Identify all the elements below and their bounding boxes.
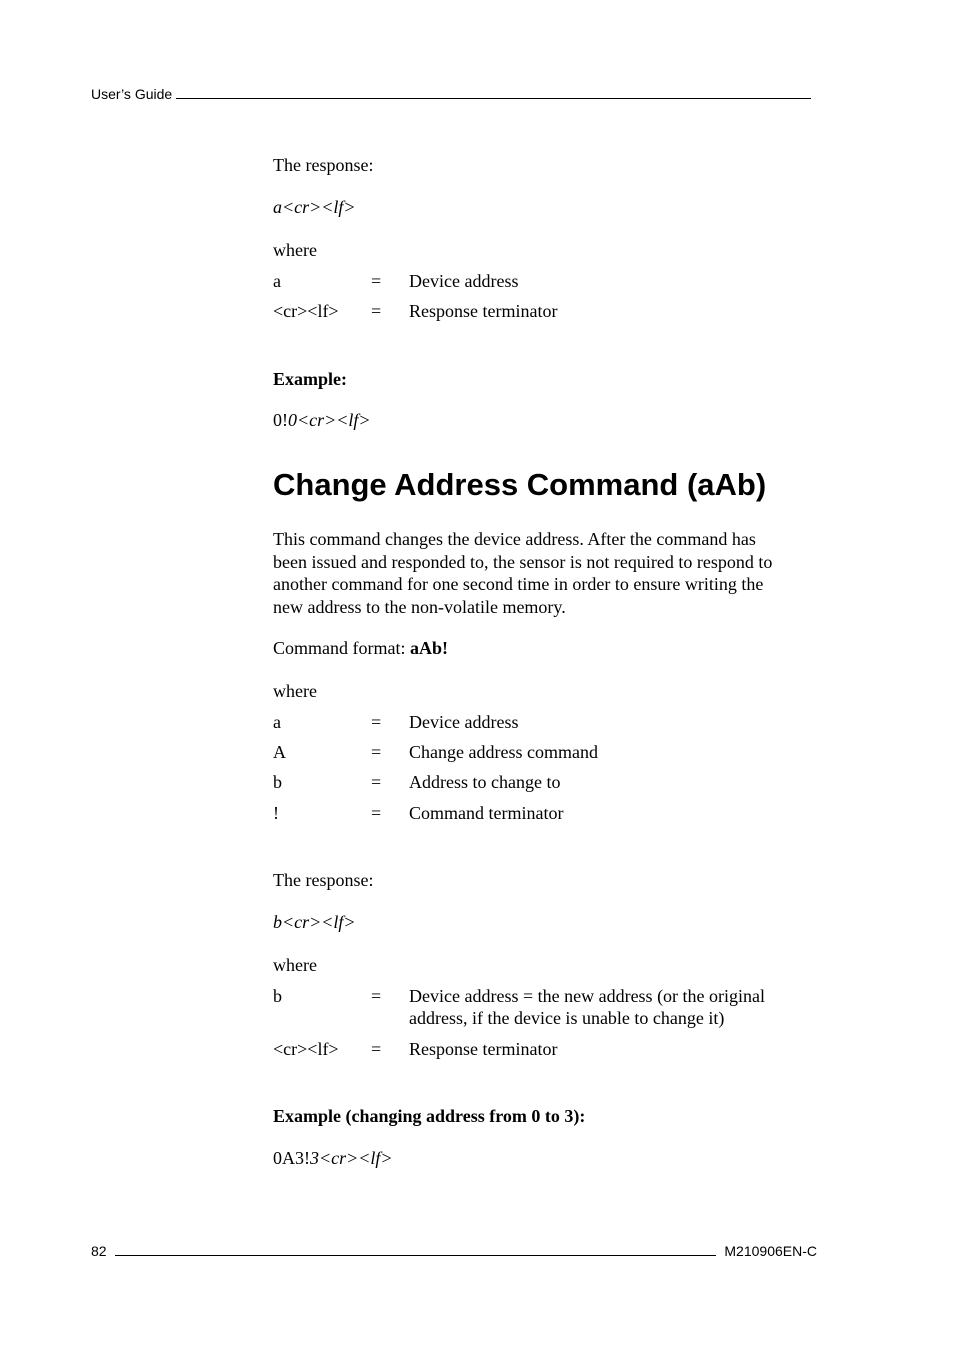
param-label: <cr><lf>	[273, 301, 339, 321]
example-label: Example (changing address from 0 to 3):	[273, 1106, 586, 1126]
example-italic: 3<cr><lf>	[310, 1148, 393, 1168]
command-format-label: Command format:	[273, 638, 410, 658]
param-equals: =	[371, 271, 382, 291]
page-header	[91, 86, 811, 102]
param-equals: =	[371, 742, 382, 762]
command-format	[273, 637, 448, 659]
paragraph-line: another command for one second time in order to ensure writing the	[273, 574, 764, 594]
section-paragraph	[273, 528, 818, 618]
param-description: Device address	[409, 271, 519, 291]
response-value: a<cr><lf>	[273, 197, 356, 217]
param-description-line: address, if the device is unable to change it)	[409, 1008, 725, 1028]
header-title: User’s Guide	[91, 86, 173, 102]
document-code: M210906EN-C	[724, 1243, 817, 1259]
example-prefix: 0A3!	[273, 1148, 310, 1168]
footer-rule	[115, 1255, 717, 1256]
param-label: b	[273, 986, 282, 1006]
param-label: a	[273, 712, 281, 732]
param-description	[409, 985, 765, 1029]
page-number: 82	[91, 1243, 107, 1259]
param-label: b	[273, 772, 282, 792]
paragraph-line: new address to the non-volatile memory.	[273, 596, 566, 617]
param-equals: =	[371, 301, 382, 321]
command-format-value: aAb!	[409, 638, 448, 658]
param-label: A	[273, 742, 286, 762]
where-label: where	[273, 955, 317, 975]
param-equals: =	[371, 772, 382, 792]
paragraph-line: been issued and responded to, the sensor is not required to respond to	[273, 551, 773, 572]
response-label: The response:	[273, 870, 374, 890]
param-description: Address to change to	[409, 772, 561, 792]
param-description: Response terminator	[409, 301, 558, 321]
response-value: b<cr><lf>	[273, 912, 356, 932]
param-description: Device address	[409, 712, 519, 732]
param-label: a	[273, 271, 281, 291]
example-value	[273, 1147, 393, 1169]
where-label: where	[273, 681, 317, 701]
example-prefix: 0!	[273, 410, 288, 430]
param-description: Command terminator	[409, 803, 564, 823]
param-description: Response terminator	[409, 1039, 558, 1059]
param-label: !	[273, 803, 279, 823]
param-label: <cr><lf>	[273, 1039, 339, 1059]
example-italic: 0<cr><lf>	[288, 410, 371, 430]
param-equals: =	[371, 1039, 382, 1059]
param-description-line: Device address = the new address (or the original	[409, 986, 766, 1006]
header-rule	[176, 98, 811, 99]
param-equals: =	[371, 803, 382, 823]
paragraph-line: This command changes the device address. After the command has	[273, 529, 756, 549]
param-description: Change address command	[409, 742, 598, 762]
example-label: Example:	[273, 369, 347, 389]
where-label: where	[273, 240, 317, 260]
page-footer	[91, 1243, 817, 1259]
response-label: The response:	[273, 155, 374, 175]
example-value	[273, 409, 371, 431]
param-equals: =	[371, 712, 382, 732]
param-equals: =	[371, 986, 382, 1006]
section-heading: Change Address Command (aAb)	[273, 467, 767, 502]
